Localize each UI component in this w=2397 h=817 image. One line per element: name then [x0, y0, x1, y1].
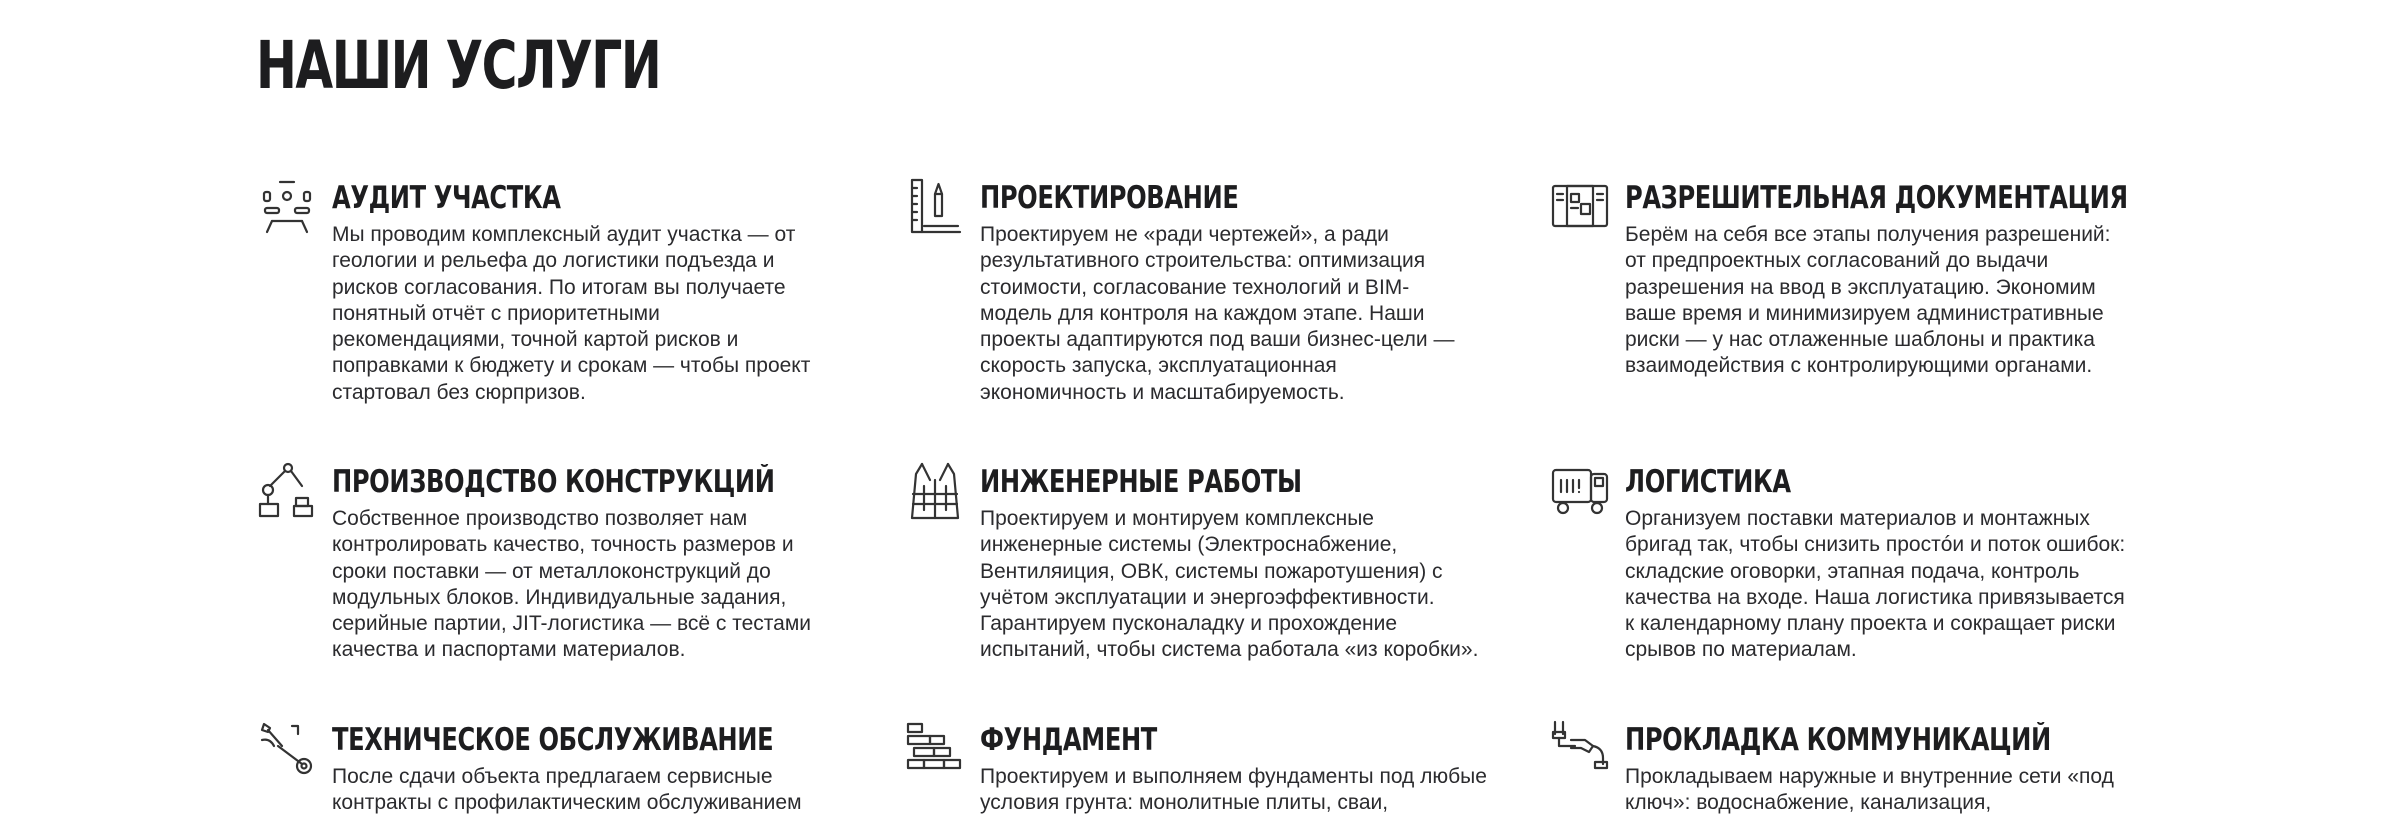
survey-audit-icon	[256, 176, 318, 238]
service-description: Проектируем не «ради чертежей», а ради результативного строительства: оптимизация стоимости, согласование технологий и BIM- модель для контроля на каждом этапе. Наши проекты адаптируются под ваши бизнес-цели — скорость запуска, эксплуатационная экономичность и масштабируемость.	[980, 223, 1455, 404]
page-title: НАШИ УСЛУГИ	[256, 27, 661, 104]
service-title: РАЗРЕШИТЕЛЬНАЯ ДОКУМЕНТАЦИЯ	[1625, 180, 2128, 216]
safety-vest-icon	[904, 460, 966, 522]
bricks-icon	[904, 718, 966, 780]
service-description: Прокладываем наружные и внутренние сети «под ключ»: водоснабжение, канализация,	[1625, 765, 2114, 815]
service-description: Мы проводим комплексный аудит участка — от геологии и рельефа до логистики подъезда и рисков согласования. По итогам вы получаете понятный отчёт с приоритетными рекомендациями, точной картой рисков и поправками к бюджету и срокам — чтобы проект стартовал без сюрпризов.	[332, 223, 811, 404]
service-description: Проектируем и выполняем фундаменты под любые условия грунта: монолитные плиты, сваи,	[980, 765, 1487, 815]
ruler-pencil-icon	[904, 176, 966, 238]
service-title: АУДИТ УЧАСТКА	[332, 180, 561, 216]
wrench-gear-icon	[256, 718, 318, 780]
robot-arm-icon	[256, 460, 318, 522]
service-title: ИНЖЕНЕРНЫЕ РАБОТЫ	[980, 464, 1302, 500]
service-title: ПРОИЗВОДСТВО КОНСТРУКЦИЙ	[332, 464, 775, 500]
service-title: ЛОГИСТИКА	[1625, 464, 1791, 500]
service-description: Собственное производство позволяет нам контролировать качество, точность размеров и сроки поставки — от металлоконструкций до модульных блоков. Индивидуальные задания, серийные партии, JIT-логистика — всё с тестами качества и паспортами материалов.	[332, 507, 812, 662]
truck-icon	[1549, 460, 1611, 522]
service-description: Берём на себя все этапы получения разрешений: от предпроектных согласований до выдачи разрешения на ввод в эксплуатацию. Экономим ваше время и минимизируем административные риски — у нас отлаженные шаблоны и практика взаимодействия с контролирующими органами.	[1625, 223, 2111, 378]
service-title: ФУНДАМЕНТ	[980, 722, 1157, 758]
service-description: После сдачи объекта предлагаем сервисные контракты с профилактическим обслуживанием	[332, 765, 802, 815]
service-title: ПРОЕКТИРОВАНИЕ	[980, 180, 1239, 216]
service-description: Организуем поставки материалов и монтажных бригад так, чтобы снизить простóи и поток ошибок: складские оговорки, этапная подача, контроль качества на входе. Наша логистика привязывается к календарному плану проекта и сокращает риски срывов по материалам.	[1625, 507, 2126, 662]
service-title: ПРОКЛАДКА КОММУНИКАЦИЙ	[1625, 722, 2051, 758]
pipes-icon	[1549, 718, 1611, 780]
service-description: Проектируем и монтируем комплексные инженерные системы (Электроснабжение, Вентиляиция, ОВК, системы пожаротушения) с учётом эксплуатации и энергоэффективности. Гарантируем пусконаладку и прохождение испытаний, чтобы система работала «из коробки».	[980, 507, 1479, 662]
service-title: ТЕХНИЧЕСКОЕ ОБСЛУЖИВАНИЕ	[332, 722, 774, 758]
documents-icon	[1549, 176, 1611, 238]
